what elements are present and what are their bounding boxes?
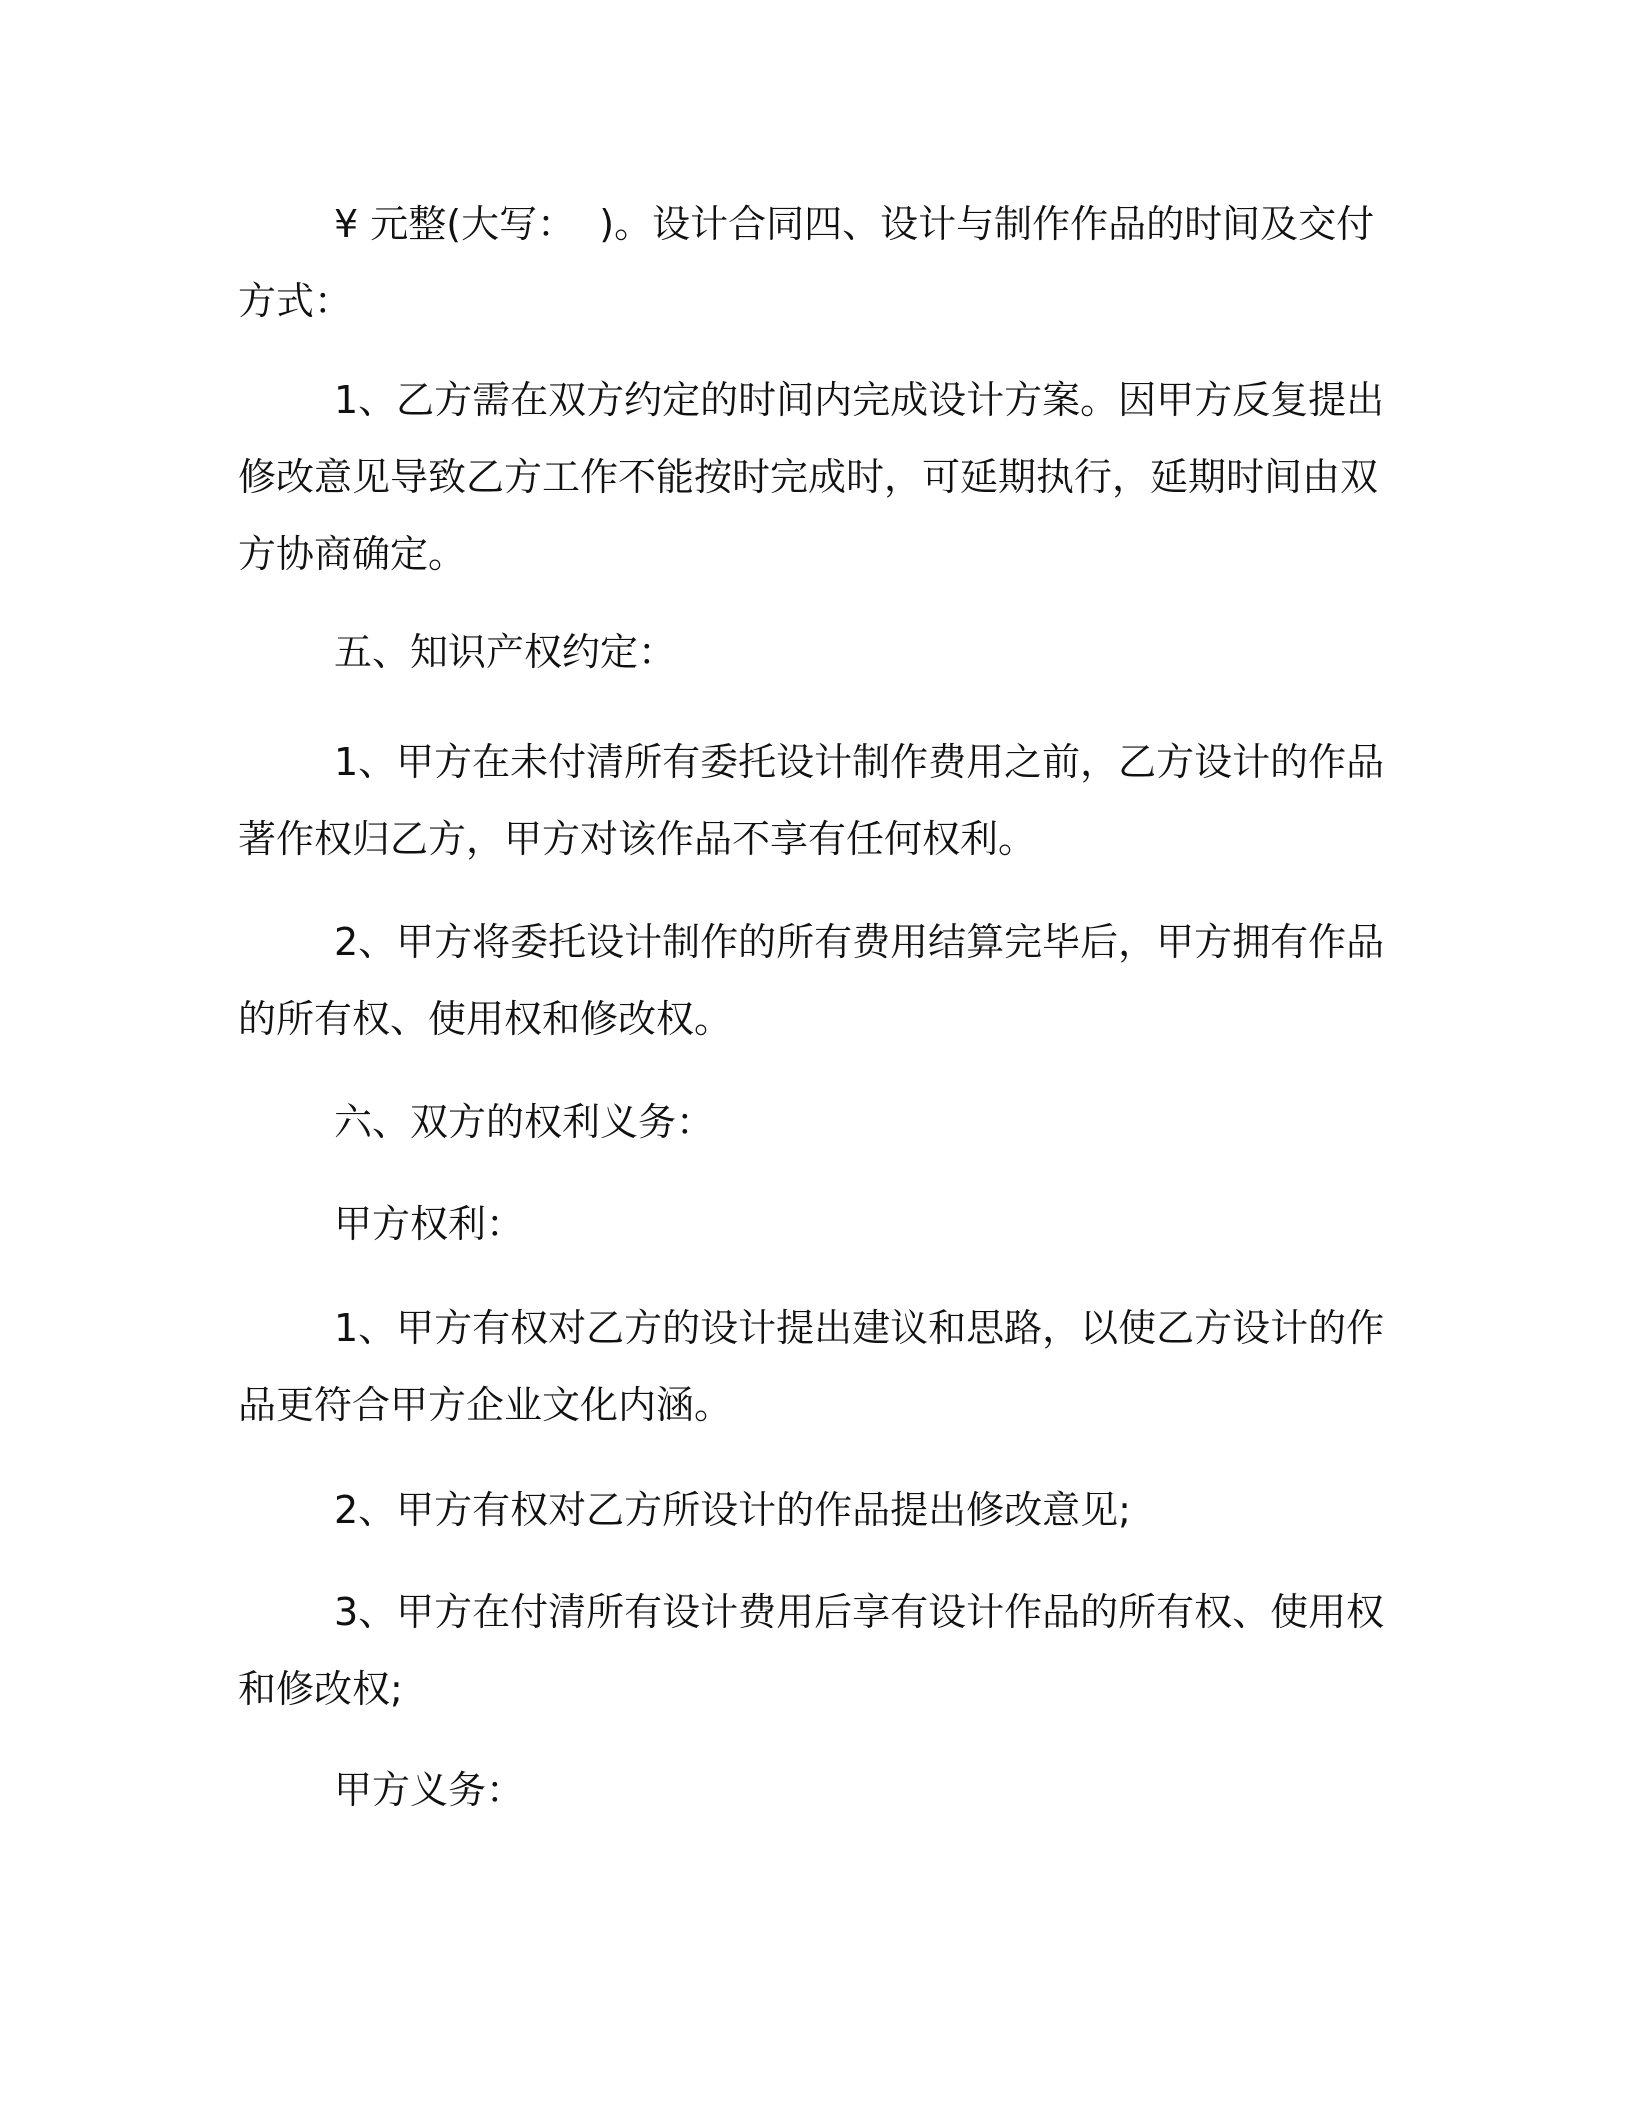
heading-rights-obligations: 六、双方的权利义务： xyxy=(334,1100,715,1144)
paragraph-payment-and-delivery: ¥ 元整(大写： )。设计合同四、设计与制作作品的时间及交付方式： xyxy=(238,202,1375,323)
heading-intellectual-property: 五、知识产权约定： xyxy=(334,630,677,674)
paragraph-party-a-right-2: 2、甲方有权对乙方所设计的作品提出修改意见; xyxy=(334,1488,1131,1532)
paragraph-party-a-right-1: 1、甲方有权对乙方的设计提出建议和思路，以使乙方设计的作品更符合甲方企业文化内涵。 xyxy=(238,1306,1385,1427)
heading-party-a-rights: 甲方权利： xyxy=(334,1202,525,1246)
paragraph-party-a-right-3: 3、甲方在付清所有设计费用后享有设计作品的所有权、使用权和修改权; xyxy=(238,1590,1385,1711)
paragraph-ip-before-payment: 1、甲方在未付清所有委托设计制作费用之前，乙方设计的作品著作权归乙方，甲方对该作品不享有任何权利。 xyxy=(238,740,1385,861)
paragraph-ip-after-payment: 2、甲方将委托设计制作的所有费用结算完毕后，甲方拥有作品的所有权、使用权和修改权。 xyxy=(238,920,1385,1041)
heading-party-a-obligations: 甲方义务： xyxy=(334,1768,525,1812)
paragraph-design-timeline: 1、乙方需在双方约定的时间内完成设计方案。因甲方反复提出修改意见导致乙方工作不能按时完成时，可延期执行，延期时间由双方协商确定。 xyxy=(238,378,1385,576)
